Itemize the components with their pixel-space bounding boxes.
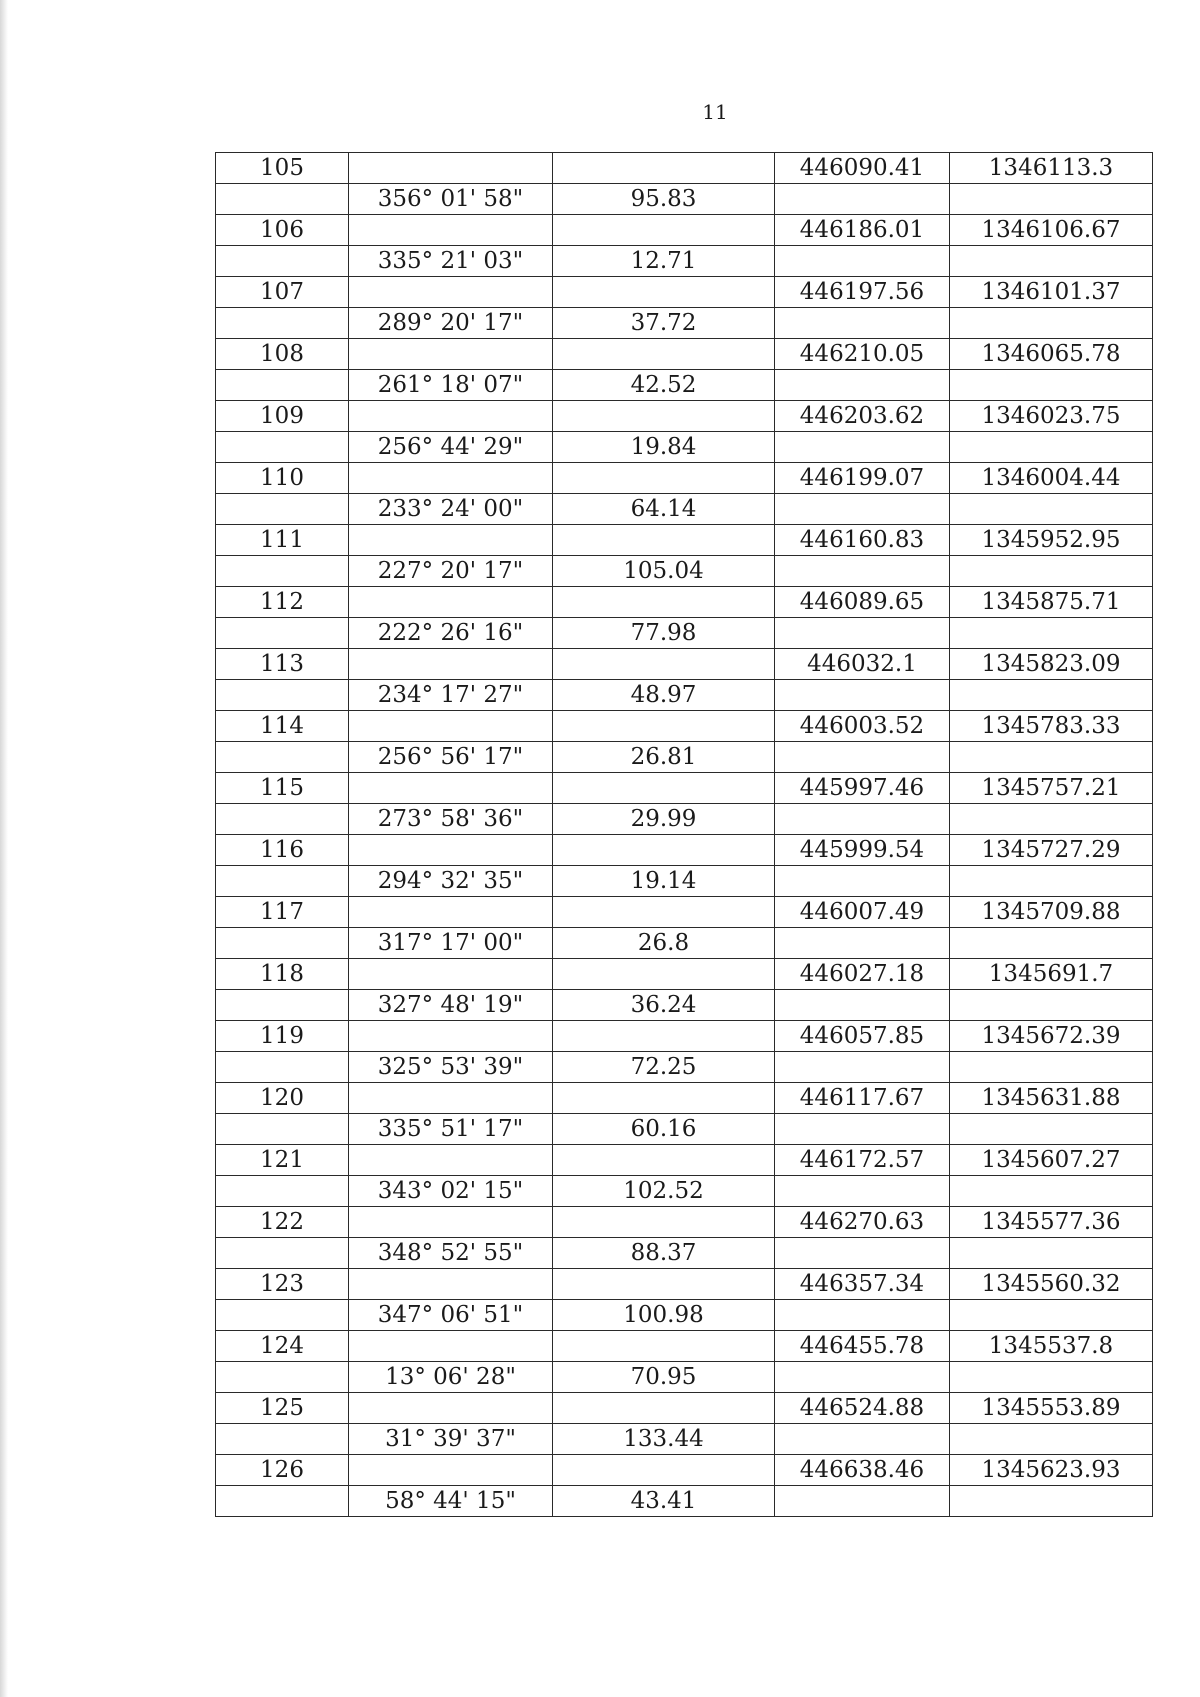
distance-cell: 64.14 xyxy=(553,494,775,525)
distance-cell: 48.97 xyxy=(553,680,775,711)
station-cell xyxy=(216,1486,349,1517)
easting-cell: 1346065.78 xyxy=(950,339,1153,370)
table-row-segment xyxy=(216,494,1153,525)
easting-cell xyxy=(950,742,1153,773)
table-row-station xyxy=(216,773,1153,804)
northing-cell xyxy=(775,184,950,215)
distance-cell xyxy=(553,215,775,246)
table-row-segment xyxy=(216,928,1153,959)
bearing-cell xyxy=(349,525,553,556)
distance-cell xyxy=(553,835,775,866)
bearing-cell xyxy=(349,711,553,742)
distance-cell: 95.83 xyxy=(553,184,775,215)
easting-cell xyxy=(950,246,1153,277)
table-row-station xyxy=(216,277,1153,308)
table-row-station xyxy=(216,1331,1153,1362)
table-row-segment xyxy=(216,432,1153,463)
bearing-cell xyxy=(349,1455,553,1486)
table-row-station xyxy=(216,1269,1153,1300)
northing-cell: 446524.88 xyxy=(775,1393,950,1424)
distance-cell xyxy=(553,277,775,308)
northing-cell: 446007.49 xyxy=(775,897,950,928)
table-row-segment xyxy=(216,866,1153,897)
table-row-segment xyxy=(216,1362,1153,1393)
bearing-cell xyxy=(349,773,553,804)
table-row-segment xyxy=(216,804,1153,835)
bearing-cell xyxy=(349,1269,553,1300)
bearing-cell xyxy=(349,587,553,618)
easting-cell xyxy=(950,1238,1153,1269)
easting-cell: 1345727.29 xyxy=(950,835,1153,866)
bearing-cell: 325° 53' 39" xyxy=(349,1052,553,1083)
easting-cell xyxy=(950,804,1153,835)
easting-cell: 1346101.37 xyxy=(950,277,1153,308)
bearing-cell: 58° 44' 15" xyxy=(349,1486,553,1517)
table-row-segment xyxy=(216,1424,1153,1455)
table-row-segment xyxy=(216,1238,1153,1269)
northing-cell: 446090.41 xyxy=(775,153,950,184)
station-cell xyxy=(216,370,349,401)
northing-cell: 446186.01 xyxy=(775,215,950,246)
bearing-cell xyxy=(349,649,553,680)
easting-cell xyxy=(950,432,1153,463)
station-cell xyxy=(216,990,349,1021)
easting-cell: 1345952.95 xyxy=(950,525,1153,556)
station-cell xyxy=(216,1424,349,1455)
easting-cell xyxy=(950,1176,1153,1207)
bearing-cell: 222° 26' 16" xyxy=(349,618,553,649)
northing-cell: 446210.05 xyxy=(775,339,950,370)
easting-cell: 1345709.88 xyxy=(950,897,1153,928)
station-cell: 118 xyxy=(216,959,349,990)
northing-cell xyxy=(775,494,950,525)
station-cell: 106 xyxy=(216,215,349,246)
distance-cell xyxy=(553,401,775,432)
easting-cell xyxy=(950,1486,1153,1517)
northing-cell: 446027.18 xyxy=(775,959,950,990)
bearing-cell: 347° 06' 51" xyxy=(349,1300,553,1331)
northing-cell: 446117.67 xyxy=(775,1083,950,1114)
bearing-cell: 335° 21' 03" xyxy=(349,246,553,277)
bearing-cell: 256° 56' 17" xyxy=(349,742,553,773)
northing-cell: 446357.34 xyxy=(775,1269,950,1300)
station-cell: 121 xyxy=(216,1145,349,1176)
station-cell xyxy=(216,1362,349,1393)
easting-cell: 1345875.71 xyxy=(950,587,1153,618)
northing-cell xyxy=(775,742,950,773)
easting-cell xyxy=(950,308,1153,339)
station-cell: 107 xyxy=(216,277,349,308)
northing-cell xyxy=(775,1486,950,1517)
bearing-cell: 261° 18' 07" xyxy=(349,370,553,401)
table-row-segment xyxy=(216,556,1153,587)
distance-cell xyxy=(553,773,775,804)
distance-cell: 60.16 xyxy=(553,1114,775,1145)
easting-cell xyxy=(950,1424,1153,1455)
station-cell xyxy=(216,618,349,649)
distance-cell: 36.24 xyxy=(553,990,775,1021)
easting-cell: 1345577.36 xyxy=(950,1207,1153,1238)
table-row-segment xyxy=(216,1114,1153,1145)
station-cell: 119 xyxy=(216,1021,349,1052)
station-cell: 109 xyxy=(216,401,349,432)
bearing-cell xyxy=(349,215,553,246)
easting-cell xyxy=(950,990,1153,1021)
distance-cell: 102.52 xyxy=(553,1176,775,1207)
table-row-station xyxy=(216,339,1153,370)
table-row-segment xyxy=(216,1176,1153,1207)
table-row-station xyxy=(216,1207,1153,1238)
bearing-cell: 343° 02' 15" xyxy=(349,1176,553,1207)
northing-cell xyxy=(775,1424,950,1455)
bearing-cell xyxy=(349,1021,553,1052)
table-row-segment xyxy=(216,990,1153,1021)
easting-cell xyxy=(950,680,1153,711)
table-row-segment xyxy=(216,618,1153,649)
table-row-station xyxy=(216,1145,1153,1176)
table-row-segment xyxy=(216,370,1153,401)
table-row-station xyxy=(216,711,1153,742)
station-cell xyxy=(216,680,349,711)
distance-cell xyxy=(553,153,775,184)
table-row-station xyxy=(216,401,1153,432)
easting-cell xyxy=(950,370,1153,401)
station-cell xyxy=(216,1052,349,1083)
easting-cell: 1345783.33 xyxy=(950,711,1153,742)
scan-edge-shadow xyxy=(0,0,8,1697)
distance-cell xyxy=(553,1269,775,1300)
distance-cell: 88.37 xyxy=(553,1238,775,1269)
bearing-cell xyxy=(349,959,553,990)
northing-cell: 446638.46 xyxy=(775,1455,950,1486)
northing-cell xyxy=(775,308,950,339)
northing-cell: 446003.52 xyxy=(775,711,950,742)
station-cell: 105 xyxy=(216,153,349,184)
northing-cell xyxy=(775,928,950,959)
table-row-station xyxy=(216,897,1153,928)
northing-cell: 446089.65 xyxy=(775,587,950,618)
station-cell: 115 xyxy=(216,773,349,804)
station-cell xyxy=(216,308,349,339)
distance-cell xyxy=(553,959,775,990)
table-row-segment xyxy=(216,742,1153,773)
table-row-station xyxy=(216,587,1153,618)
easting-cell xyxy=(950,618,1153,649)
easting-cell: 1345672.39 xyxy=(950,1021,1153,1052)
bearing-cell: 234° 17' 27" xyxy=(349,680,553,711)
table-row-station xyxy=(216,835,1153,866)
easting-cell xyxy=(950,1114,1153,1145)
bearing-cell: 227° 20' 17" xyxy=(349,556,553,587)
distance-cell xyxy=(553,1393,775,1424)
bearing-cell: 348° 52' 55" xyxy=(349,1238,553,1269)
table-row-station xyxy=(216,1083,1153,1114)
bearing-cell xyxy=(349,153,553,184)
distance-cell: 133.44 xyxy=(553,1424,775,1455)
northing-cell: 446057.85 xyxy=(775,1021,950,1052)
distance-cell xyxy=(553,587,775,618)
table-row-station xyxy=(216,215,1153,246)
northing-cell xyxy=(775,370,950,401)
station-cell xyxy=(216,1238,349,1269)
easting-cell xyxy=(950,494,1153,525)
bearing-cell xyxy=(349,1207,553,1238)
northing-cell xyxy=(775,804,950,835)
station-cell xyxy=(216,184,349,215)
distance-cell: 42.52 xyxy=(553,370,775,401)
northing-cell xyxy=(775,246,950,277)
table-row-station xyxy=(216,1021,1153,1052)
table-row-segment xyxy=(216,1486,1153,1517)
easting-cell: 1345691.7 xyxy=(950,959,1153,990)
easting-cell xyxy=(950,866,1153,897)
table-row-station xyxy=(216,1455,1153,1486)
table-row-segment xyxy=(216,1052,1153,1083)
easting-cell: 1346004.44 xyxy=(950,463,1153,494)
northing-cell: 445999.54 xyxy=(775,835,950,866)
easting-cell xyxy=(950,1300,1153,1331)
station-cell xyxy=(216,804,349,835)
easting-cell: 1345537.8 xyxy=(950,1331,1153,1362)
distance-cell xyxy=(553,1331,775,1362)
distance-cell xyxy=(553,1021,775,1052)
station-cell: 113 xyxy=(216,649,349,680)
station-cell: 120 xyxy=(216,1083,349,1114)
northing-cell xyxy=(775,1238,950,1269)
station-cell xyxy=(216,928,349,959)
easting-cell: 1345757.21 xyxy=(950,773,1153,804)
table-row-station xyxy=(216,959,1153,990)
table-row-segment xyxy=(216,246,1153,277)
bearing-cell: 327° 48' 19" xyxy=(349,990,553,1021)
easting-cell: 1345631.88 xyxy=(950,1083,1153,1114)
bearing-cell: 356° 01' 58" xyxy=(349,184,553,215)
easting-cell: 1346023.75 xyxy=(950,401,1153,432)
station-cell xyxy=(216,494,349,525)
northing-cell: 446197.56 xyxy=(775,277,950,308)
distance-cell: 72.25 xyxy=(553,1052,775,1083)
table-row-segment xyxy=(216,308,1153,339)
easting-cell: 1345607.27 xyxy=(950,1145,1153,1176)
station-cell: 117 xyxy=(216,897,349,928)
distance-cell xyxy=(553,1083,775,1114)
northing-cell: 446172.57 xyxy=(775,1145,950,1176)
easting-cell xyxy=(950,1362,1153,1393)
table-row-station xyxy=(216,153,1153,184)
distance-cell: 37.72 xyxy=(553,308,775,339)
northing-cell: 446203.62 xyxy=(775,401,950,432)
distance-cell: 70.95 xyxy=(553,1362,775,1393)
distance-cell: 77.98 xyxy=(553,618,775,649)
distance-cell: 12.71 xyxy=(553,246,775,277)
station-cell xyxy=(216,1300,349,1331)
bearing-cell xyxy=(349,1145,553,1176)
table-row-station xyxy=(216,463,1153,494)
bearing-cell xyxy=(349,835,553,866)
easting-cell: 1345623.93 xyxy=(950,1455,1153,1486)
easting-cell: 1345553.89 xyxy=(950,1393,1153,1424)
bearing-cell xyxy=(349,1331,553,1362)
easting-cell: 1346113.3 xyxy=(950,153,1153,184)
survey-coordinates-table xyxy=(215,152,1153,1517)
distance-cell: 100.98 xyxy=(553,1300,775,1331)
distance-cell xyxy=(553,1455,775,1486)
distance-cell: 19.84 xyxy=(553,432,775,463)
station-cell xyxy=(216,556,349,587)
bearing-cell xyxy=(349,401,553,432)
bearing-cell xyxy=(349,463,553,494)
bearing-cell: 13° 06' 28" xyxy=(349,1362,553,1393)
table-row-station xyxy=(216,525,1153,556)
bearing-cell: 256° 44' 29" xyxy=(349,432,553,463)
northing-cell xyxy=(775,990,950,1021)
table-row-segment xyxy=(216,680,1153,711)
bearing-cell: 335° 51' 17" xyxy=(349,1114,553,1145)
distance-cell xyxy=(553,1207,775,1238)
table-row-station xyxy=(216,1393,1153,1424)
station-cell xyxy=(216,866,349,897)
easting-cell: 1345560.32 xyxy=(950,1269,1153,1300)
station-cell: 111 xyxy=(216,525,349,556)
distance-cell: 43.41 xyxy=(553,1486,775,1517)
northing-cell xyxy=(775,618,950,649)
table-row-segment xyxy=(216,184,1153,215)
easting-cell xyxy=(950,928,1153,959)
station-cell: 114 xyxy=(216,711,349,742)
station-cell: 125 xyxy=(216,1393,349,1424)
northing-cell xyxy=(775,1052,950,1083)
bearing-cell: 317° 17' 00" xyxy=(349,928,553,959)
distance-cell: 29.99 xyxy=(553,804,775,835)
station-cell: 123 xyxy=(216,1269,349,1300)
distance-cell xyxy=(553,1145,775,1176)
distance-cell: 105.04 xyxy=(553,556,775,587)
distance-cell xyxy=(553,463,775,494)
northing-cell: 446160.83 xyxy=(775,525,950,556)
northing-cell: 446455.78 xyxy=(775,1331,950,1362)
station-cell xyxy=(216,432,349,463)
northing-cell xyxy=(775,432,950,463)
easting-cell xyxy=(950,1052,1153,1083)
station-cell: 110 xyxy=(216,463,349,494)
bearing-cell xyxy=(349,1083,553,1114)
bearing-cell: 289° 20' 17" xyxy=(349,308,553,339)
bearing-cell: 31° 39' 37" xyxy=(349,1424,553,1455)
station-cell: 116 xyxy=(216,835,349,866)
distance-cell: 19.14 xyxy=(553,866,775,897)
easting-cell: 1346106.67 xyxy=(950,215,1153,246)
table-row-station xyxy=(216,649,1153,680)
table-row-segment xyxy=(216,1300,1153,1331)
bearing-cell xyxy=(349,897,553,928)
easting-cell xyxy=(950,556,1153,587)
table-body xyxy=(216,153,1153,1517)
northing-cell xyxy=(775,866,950,897)
northing-cell: 446032.1 xyxy=(775,649,950,680)
survey-table-container xyxy=(215,152,1152,1517)
station-cell: 122 xyxy=(216,1207,349,1238)
bearing-cell: 294° 32' 35" xyxy=(349,866,553,897)
northing-cell xyxy=(775,1176,950,1207)
bearing-cell: 273° 58' 36" xyxy=(349,804,553,835)
station-cell xyxy=(216,246,349,277)
distance-cell: 26.81 xyxy=(553,742,775,773)
northing-cell xyxy=(775,1114,950,1145)
distance-cell xyxy=(553,711,775,742)
easting-cell: 1345823.09 xyxy=(950,649,1153,680)
distance-cell xyxy=(553,897,775,928)
station-cell: 124 xyxy=(216,1331,349,1362)
distance-cell: 26.8 xyxy=(553,928,775,959)
northing-cell: 446270.63 xyxy=(775,1207,950,1238)
page-number: 11 xyxy=(702,100,728,124)
northing-cell xyxy=(775,556,950,587)
northing-cell xyxy=(775,1300,950,1331)
station-cell: 112 xyxy=(216,587,349,618)
distance-cell xyxy=(553,339,775,370)
northing-cell: 446199.07 xyxy=(775,463,950,494)
bearing-cell: 233° 24' 00" xyxy=(349,494,553,525)
distance-cell xyxy=(553,649,775,680)
station-cell xyxy=(216,742,349,773)
easting-cell xyxy=(950,184,1153,215)
northing-cell xyxy=(775,1362,950,1393)
station-cell: 126 xyxy=(216,1455,349,1486)
northing-cell xyxy=(775,680,950,711)
bearing-cell xyxy=(349,339,553,370)
northing-cell: 445997.46 xyxy=(775,773,950,804)
bearing-cell xyxy=(349,1393,553,1424)
station-cell: 108 xyxy=(216,339,349,370)
distance-cell xyxy=(553,525,775,556)
bearing-cell xyxy=(349,277,553,308)
station-cell xyxy=(216,1176,349,1207)
station-cell xyxy=(216,1114,349,1145)
